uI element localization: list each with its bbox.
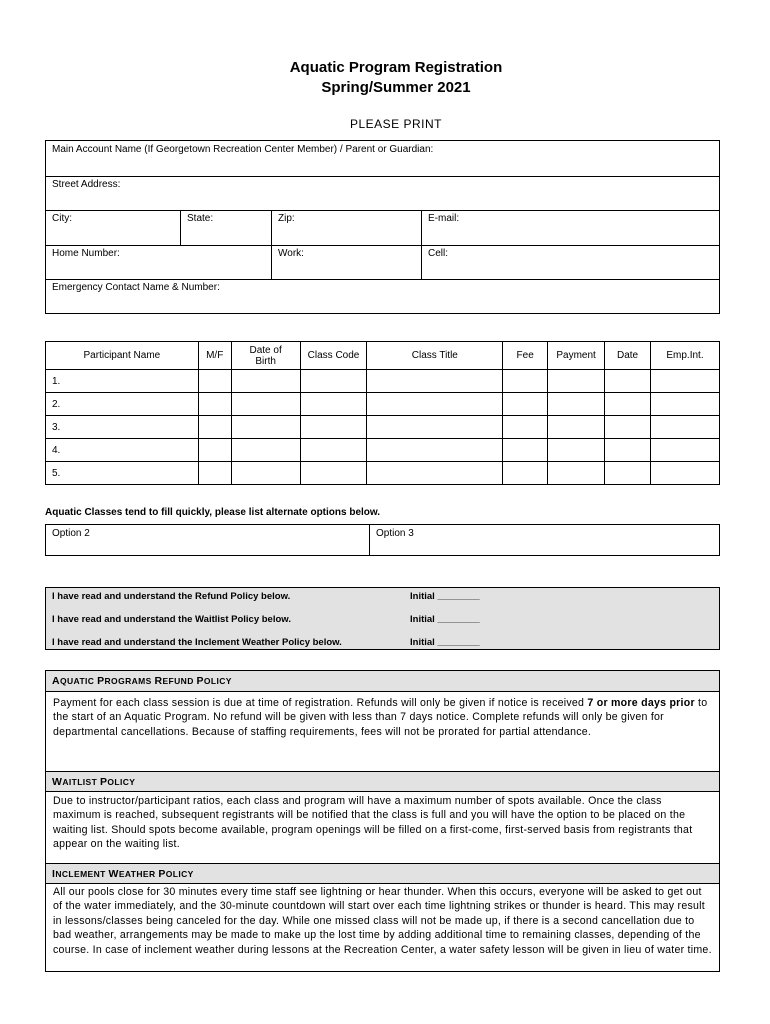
account-info-section — [45, 140, 720, 314]
refund-policy-heading: AQUATIC PROGRAMS REFUND POLICY — [46, 671, 719, 692]
form-title: Aquatic Program Registration — [289, 59, 503, 76]
policy-acknowledgement-box — [45, 587, 720, 650]
header-class-code: Class Code — [300, 342, 367, 370]
table-row[interactable]: 2. — [46, 393, 720, 416]
email-label: E-mail: — [428, 213, 460, 224]
ack-waitlist-initial[interactable]: Initial ________ — [410, 614, 480, 625]
form-subtitle: Spring/Summer 2021 — [321, 79, 471, 96]
emergency-contact-field[interactable] — [46, 279, 719, 312]
participant-table — [45, 341, 720, 485]
option-3-field[interactable] — [370, 525, 719, 555]
ack-waitlist: I have read and understand the Waitlist Policy below. — [52, 614, 291, 625]
alternate-options-note: Aquatic Classes tend to fill quickly, please list alternate options below. — [45, 507, 381, 518]
header-date: Date — [605, 342, 651, 370]
ack-weather-initial[interactable]: Initial ________ — [410, 637, 480, 648]
print-instruction: PLEASE PRINT — [349, 117, 443, 131]
emergency-label: Emergency Contact Name & Number: — [52, 282, 220, 293]
refund-policy-text: Payment for each class session is due at time of registration. Refunds will only be given if notice is received 7 or more days prior to the start of an Aquatic Program. No refund will be given with less than 7 days notice. Complete refunds will only be given for departmental cancellations. Because of staffing requirements, fees will not be prorated for partial attendance. — [53, 697, 708, 738]
header-mf: M/F — [198, 342, 231, 370]
header-emp-int: Emp.Int. — [651, 342, 720, 370]
city-row — [46, 210, 719, 246]
header-dob: Date of Birth — [231, 342, 300, 370]
waitlist-policy-heading: WAITLIST POLICY — [46, 771, 719, 792]
city-label: City: — [52, 213, 72, 224]
zip-label: Zip: — [278, 213, 295, 224]
main-account-label: Main Account Name (If Georgetown Recreation Center Member) / Parent or Guardian: — [52, 144, 434, 155]
table-row[interactable]: 4. — [46, 439, 720, 462]
policies-section — [45, 670, 720, 972]
ack-refund: I have read and understand the Refund Policy below. — [52, 591, 291, 602]
option-2-label: Option 2 — [52, 528, 90, 539]
phone-row — [46, 245, 719, 280]
waitlist-policy-text: Due to instructor/participant ratios, each class and program will have a maximum number of spots available. Once the class maximum is reached, subsequent registrants will be notified that the class is full and you will have the option to be placed on the waiting list. Should spots become available, program openings will be filled on a first-come, first-served basis from registrants that appear on the waiting list. — [53, 795, 693, 851]
cell-label: Cell: — [428, 248, 449, 259]
option-3-label: Option 3 — [376, 528, 414, 539]
street-address-field[interactable] — [46, 176, 719, 211]
street-label: Street Address: — [52, 179, 121, 190]
header-participant-name: Participant Name — [46, 342, 199, 370]
table-row[interactable]: 1. — [46, 370, 720, 393]
header-payment: Payment — [548, 342, 605, 370]
main-account-field[interactable] — [46, 141, 719, 177]
home-number-label: Home Number: — [52, 248, 120, 259]
ack-weather: I have read and understand the Inclement Weather Policy below. — [52, 637, 342, 648]
option-2-field[interactable] — [46, 525, 370, 555]
table-row[interactable]: 3. — [46, 416, 720, 439]
alternate-options-box — [45, 524, 720, 556]
work-label: Work: — [278, 248, 304, 259]
header-class-title: Class Title — [367, 342, 503, 370]
header-fee: Fee — [503, 342, 548, 370]
weather-policy-text: All our pools close for 30 minutes every time staff see lightning or hear thunder. When this occurs, everyone will be asked to get out of the water immediately, and the 30-minute countdown will start over each time lightning strikes or thunder is heard. This may result in lessons/classes being canceled for the day. While one missed class will not be made up, if there is a second cancellation due to bad weather, arrangements may be made to make up the lost time by adding additional time to remaining classes, depending of the course. In case of inclement weather during lessons at the Recreation Center, a water safety lesson will be given in lieu of water time. — [53, 886, 712, 956]
ack-refund-initial[interactable]: Initial ________ — [410, 591, 480, 602]
weather-policy-heading: INCLEMENT WEATHER POLICY — [46, 863, 719, 884]
table-row[interactable]: 5. — [46, 462, 720, 485]
state-label: State: — [187, 213, 214, 224]
table-header — [46, 342, 720, 370]
